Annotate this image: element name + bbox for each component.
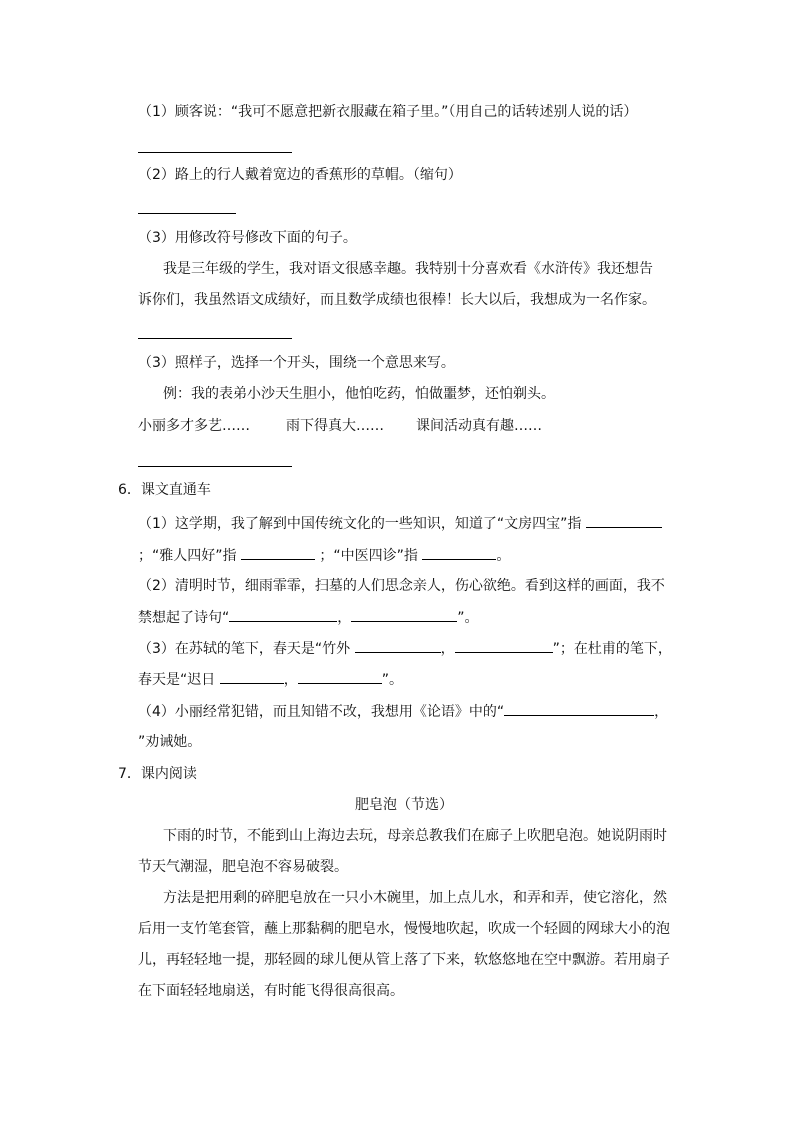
passage-p2-line4: 在下面轻轻地扇送，有时能飞得很高很高。	[138, 983, 404, 999]
answer-line	[138, 338, 292, 339]
option-1: 小丽多才多艺……	[138, 418, 250, 434]
option-3: 课间活动真有趣……	[416, 418, 542, 434]
option-2: 雨下得真大……	[286, 418, 384, 434]
section-7-heading: 7．课内阅读	[118, 766, 197, 782]
q2-text: （2）路上的行人戴着宽边的香蕉形的草帽。（缩句）	[138, 167, 462, 183]
passage-p2-line3: 儿，再轻轻地一提，那轻圆的球儿便从管上落了下来，软悠悠地在空中飘游。若用扇子	[138, 952, 670, 968]
s6-q2-line2: 禁想起了诗句“ ， ”。	[138, 607, 479, 628]
s6-q3-line1: （3）在苏轼的笔下，春天是“竹外 ， ”；在杜甫的笔下，	[138, 638, 672, 659]
section-6-heading: 6．课文直通车	[118, 482, 211, 498]
s6-q4-line2: ”劝诫她。	[138, 734, 202, 750]
answer-line	[138, 152, 292, 153]
q3-text: （3）用修改符号修改下面的句子。	[138, 230, 357, 246]
passage-title: 肥皂泡（节选）	[355, 797, 453, 813]
q4-example: 例：我的表弟小沙天生胆小，他怕吃药，怕做噩梦，还怕剃头。	[163, 386, 555, 402]
q1-text: （1）顾客说：“我可不愿意把新衣服藏在箱子里。”（用自己的话转述别人说的话）	[138, 104, 638, 120]
passage-p2-line1: 方法是把用剩的碎肥皂放在一只小木碗里，加上点儿水，和弄和弄，使它溶化，然	[163, 890, 667, 906]
q4-text: （3）照样子，选择一个开头，围绕一个意思来写。	[138, 355, 455, 371]
q3-sentence-2: 诉你们，我虽然语文成绩好，而且数学成绩也很棒！长大以后，我想成为一名作家。	[138, 292, 656, 308]
s6-q3-line2: 春天是“迟日 ， ”。	[138, 669, 403, 690]
answer-line	[138, 466, 292, 467]
passage-p1-line2: 节天气潮湿，肥皂泡不容易破裂。	[138, 859, 348, 875]
q3-sentence-1: 我是三年级的学生，我对语文很感幸趣。我特别十分喜欢看《水浒传》我还想告	[163, 261, 653, 277]
answer-line	[138, 213, 236, 214]
passage-p2-line2: 后用一支竹笔套管，蘸上那黏稠的肥皂水，慢慢地吹起，吹成一个轻圆的网球大小的泡	[138, 921, 670, 937]
passage-p1-line1: 下雨的时节，不能到山上海边去玩，母亲总教我们在廊子上吹肥皂泡。她说阴雨时	[163, 828, 667, 844]
s6-q1-line1: （1）这学期，我了解到中国传统文化的一些知识，知道了“文房四宝”指	[138, 513, 662, 534]
s6-q4-line1: （4）小丽经常犯错，而且知错不改，我想用《论语》中的“ ，	[138, 701, 668, 722]
s6-q2-line1: （2）清明时节，细雨霏霏，扫墓的人们思念亲人，伤心欲绝。看到这样的画面，我不	[138, 578, 665, 594]
s6-q1-line2: ；“雅人四好”指 ；“中医四诊”指 。	[138, 545, 510, 566]
